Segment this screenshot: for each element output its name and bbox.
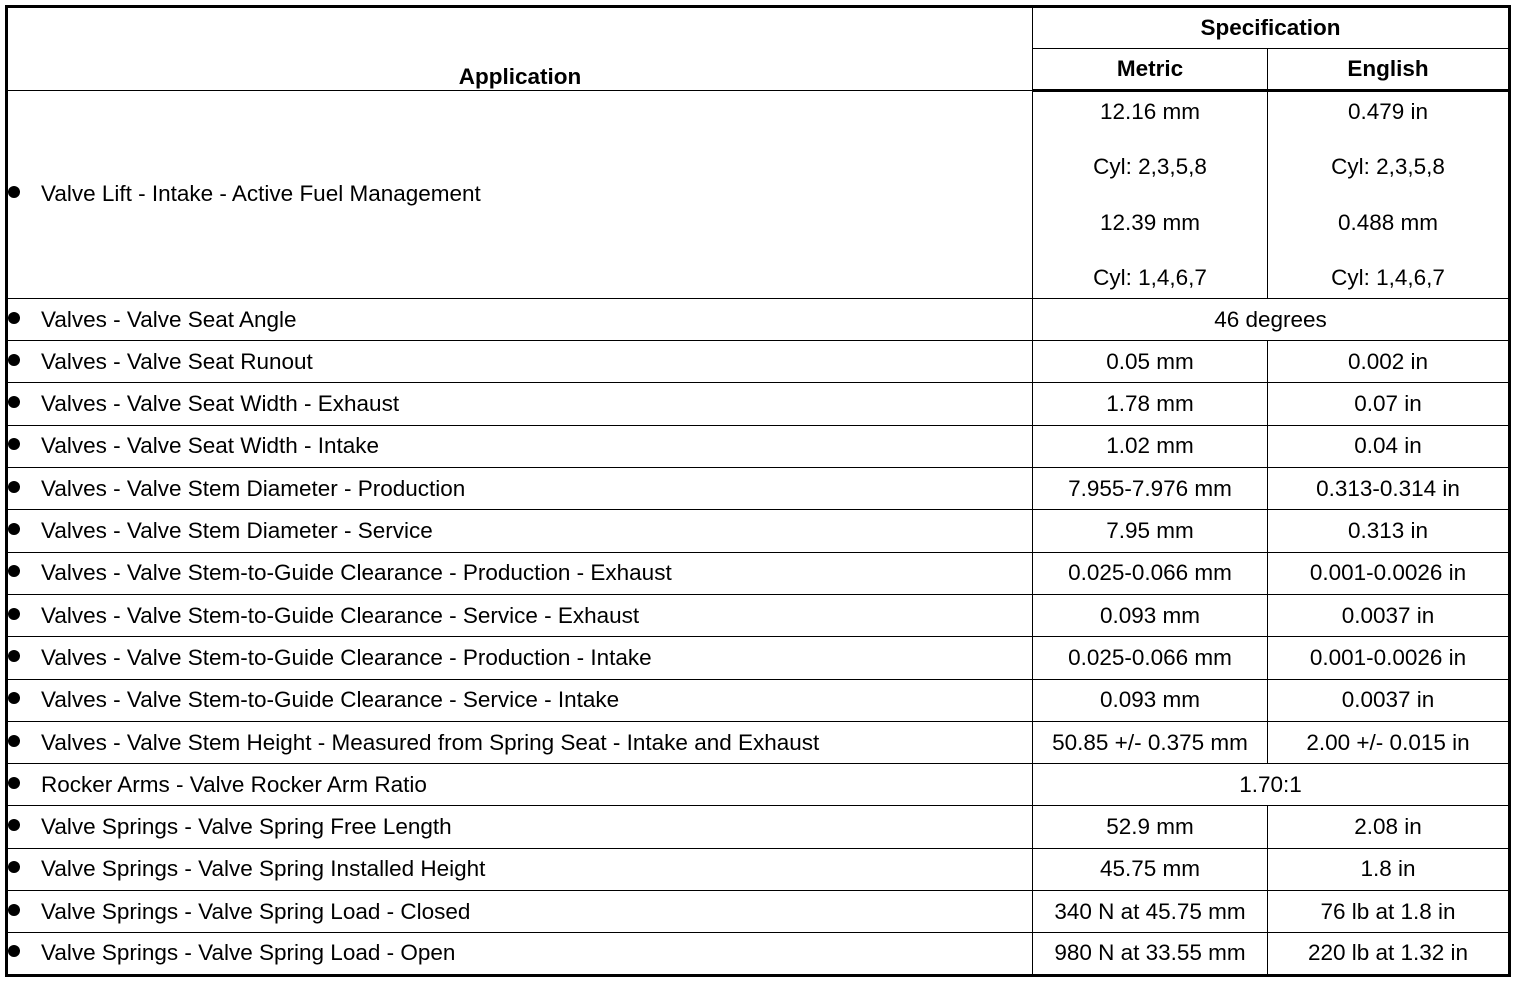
application-label: Valves - Valve Stem Diameter - Production — [41, 475, 466, 501]
english-value: 1.8 in — [1268, 848, 1510, 890]
english-value: 0.07 in — [1268, 383, 1510, 425]
table-row — [7, 425, 1510, 467]
bullet-icon — [8, 608, 20, 620]
table-row — [7, 91, 1510, 299]
application-label: Valves - Valve Seat Angle — [41, 306, 297, 332]
english-value: 0.479 in — [1347, 99, 1429, 124]
table-row — [7, 679, 1510, 721]
english-cell — [1268, 91, 1510, 299]
english-value: 220 lb at 1.32 in — [1268, 933, 1510, 975]
bullet-icon — [8, 481, 20, 493]
table-row — [7, 721, 1510, 763]
metric-value: 52.9 mm — [1033, 806, 1268, 848]
english-value: 0.002 in — [1268, 341, 1510, 383]
english-value: Cyl: 1,4,6,7 — [1331, 264, 1445, 290]
application-cell — [7, 637, 1033, 679]
table-row — [7, 552, 1510, 594]
application-label: Valves - Valve Stem-to-Guide Clearance - Service - Exhaust — [41, 602, 640, 628]
application-label: Valves - Valve Stem-to-Guide Clearance - Service - Intake — [41, 687, 620, 713]
metric-value: 0.093 mm — [1033, 594, 1268, 636]
metric-value: 0.025-0.066 mm — [1033, 637, 1268, 679]
bullet-icon — [8, 945, 20, 957]
application-cell — [7, 848, 1033, 890]
application-label: Valves - Valve Seat Runout — [41, 348, 313, 374]
application-label: Valve Springs - Valve Spring Load - Closed — [41, 898, 471, 924]
metric-value: 7.95 mm — [1033, 510, 1268, 552]
bullet-icon — [8, 904, 20, 916]
table-row — [7, 383, 1510, 425]
bullet-icon — [8, 396, 20, 408]
bullet-icon — [8, 861, 20, 873]
bullet-icon — [8, 312, 20, 324]
combined-value: 46 degrees — [1033, 298, 1510, 340]
metric-value: 1.02 mm — [1033, 425, 1268, 467]
application-label: Valve Springs - Valve Spring Load - Open — [41, 940, 456, 966]
table-row — [7, 637, 1510, 679]
metric-value: 0.093 mm — [1033, 679, 1268, 721]
metric-value: 1.78 mm — [1033, 383, 1268, 425]
metric-header: Metric — [1033, 49, 1268, 91]
english-value: 0.0037 in — [1268, 594, 1510, 636]
metric-value: 0.05 mm — [1033, 341, 1268, 383]
bullet-icon — [8, 777, 20, 789]
english-value: 0.313-0.314 in — [1268, 468, 1510, 510]
metric-value: 50.85 +/- 0.375 mm — [1033, 721, 1268, 763]
bullet-icon — [8, 650, 20, 662]
metric-cell — [1033, 91, 1268, 299]
table-row — [7, 298, 1510, 340]
application-cell — [7, 510, 1033, 552]
application-label: Valves - Valve Stem-to-Guide Clearance - Production - Exhaust — [41, 560, 672, 586]
application-label: Valves - Valve Stem Diameter - Service — [41, 518, 433, 544]
application-cell — [7, 721, 1033, 763]
english-value: 0.001-0.0026 in — [1268, 552, 1510, 594]
english-value: 0.04 in — [1268, 425, 1510, 467]
english-header: English — [1268, 49, 1510, 91]
application-label: Rocker Arms - Valve Rocker Arm Ratio — [41, 771, 427, 797]
bullet-icon — [8, 186, 20, 198]
application-cell — [7, 933, 1033, 975]
bullet-icon — [8, 523, 20, 535]
application-cell — [7, 91, 1033, 299]
english-value: 2.00 +/- 0.015 in — [1268, 721, 1510, 763]
metric-value: 12.16 mm — [1099, 99, 1201, 124]
application-cell — [7, 764, 1033, 806]
metric-value: Cyl: 1,4,6,7 — [1093, 264, 1207, 290]
bullet-icon — [8, 354, 20, 366]
bullet-icon — [8, 735, 20, 747]
application-header: Application — [7, 7, 1033, 91]
metric-value: Cyl: 2,3,5,8 — [1093, 154, 1207, 180]
table-row — [7, 806, 1510, 848]
application-cell — [7, 298, 1033, 340]
bullet-icon — [8, 819, 20, 831]
table-row — [7, 341, 1510, 383]
table-row — [7, 594, 1510, 636]
bullet-icon — [8, 438, 20, 450]
table-row — [7, 510, 1510, 552]
metric-value: 340 N at 45.75 mm — [1033, 891, 1268, 933]
application-cell — [7, 425, 1033, 467]
bullet-icon — [8, 565, 20, 577]
combined-value: 1.70:1 — [1033, 764, 1510, 806]
english-value: Cyl: 2,3,5,8 — [1331, 154, 1445, 180]
metric-value: 45.75 mm — [1033, 848, 1268, 890]
application-label: Valve Springs - Valve Spring Installed Height — [41, 856, 486, 882]
valve-specification-table — [5, 5, 1511, 977]
application-cell — [7, 552, 1033, 594]
metric-value: 7.955-7.976 mm — [1033, 468, 1268, 510]
metric-value: 980 N at 33.55 mm — [1033, 933, 1268, 975]
application-cell — [7, 806, 1033, 848]
english-value: 0.488 mm — [1337, 209, 1439, 235]
application-cell — [7, 891, 1033, 933]
table-row — [7, 891, 1510, 933]
application-cell — [7, 468, 1033, 510]
application-cell — [7, 341, 1033, 383]
specification-header: Specification — [1033, 7, 1510, 49]
english-value: 0.001-0.0026 in — [1268, 637, 1510, 679]
application-cell — [7, 679, 1033, 721]
application-label: Valves - Valve Seat Width - Intake — [41, 433, 380, 459]
english-value: 2.08 in — [1268, 806, 1510, 848]
table-row — [7, 764, 1510, 806]
metric-value: 0.025-0.066 mm — [1033, 552, 1268, 594]
english-value: 0.313 in — [1268, 510, 1510, 552]
table-row — [7, 848, 1510, 890]
application-label: Valve Springs - Valve Spring Free Length — [41, 814, 452, 840]
application-label: Valve Lift - Intake - Active Fuel Management — [41, 181, 481, 207]
application-label: Valves - Valve Stem Height - Measured from Spring Seat - Intake and Exhaust — [41, 729, 820, 755]
table-row — [7, 468, 1510, 510]
application-label: Valves - Valve Seat Width - Exhaust — [41, 391, 400, 417]
application-cell — [7, 383, 1033, 425]
bullet-icon — [8, 692, 20, 704]
english-value: 76 lb at 1.8 in — [1268, 891, 1510, 933]
english-value: 0.0037 in — [1268, 679, 1510, 721]
application-label: Valves - Valve Stem-to-Guide Clearance - Production - Intake — [41, 644, 652, 670]
application-cell — [7, 594, 1033, 636]
header-row-top — [7, 7, 1510, 49]
metric-value: 12.39 mm — [1099, 209, 1201, 235]
table-row — [7, 933, 1510, 975]
